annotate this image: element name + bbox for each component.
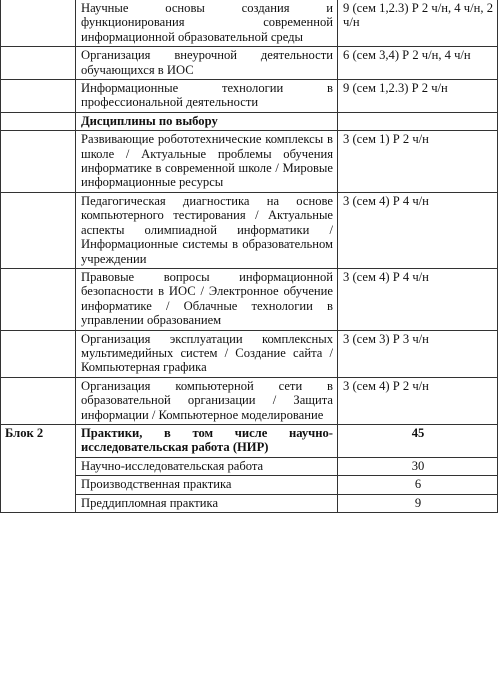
practice-credits: 30 [338, 457, 498, 475]
table-row [1, 192, 498, 268]
block-cell [1, 112, 76, 130]
block-cell [1, 47, 76, 80]
discipline-credits: 9 (сем 1,2.3) Р 2 ч/н [338, 80, 498, 113]
discipline-name: Правовые вопросы информационной безопасности в ИОС / Электронное обучение информатике / Облачные технологии в управлении образованием [76, 268, 338, 330]
discipline-name: Научные основы создания и функционирования современной информационной образовательной среды [76, 0, 338, 47]
practice-credits: 9 [338, 494, 498, 512]
table-row [1, 457, 498, 475]
discipline-credits: 3 (сем 4) Р 4 ч/н [338, 192, 498, 268]
discipline-credits [338, 112, 498, 130]
practice-credits: 6 [338, 476, 498, 494]
table-row [1, 377, 498, 424]
discipline-name: Организация внеурочной деятельности обучающихся в ИОС [76, 47, 338, 80]
block-cell [1, 268, 76, 330]
block-label: Блок 2 [1, 424, 76, 512]
practice-name: Производственная практика [76, 476, 338, 494]
block-cell [1, 80, 76, 113]
discipline-credits: 3 (сем 3) Р 3 ч/н [338, 330, 498, 377]
discipline-name: Педагогическая диагностика на основе компьютерного тестирования / Актуальные аспекты олимпиадной информатики / Информационные системы в образовательном учреждении [76, 192, 338, 268]
discipline-name: Развивающие робототехнические комплексы в школе / Актуальные проблемы обучения информатике в современной школе / Мировые информационные ресурсы [76, 131, 338, 193]
discipline-credits: 3 (сем 4) Р 4 ч/н [338, 268, 498, 330]
block-total: 45 [338, 424, 498, 457]
table-row [1, 131, 498, 193]
block-cell [1, 192, 76, 268]
discipline-name: Организация эксплуатации комплексных мультимедийных систем / Создание сайта / Компьютерная графика [76, 330, 338, 377]
discipline-credits: 9 (сем 1,2.3) Р 2 ч/н, 4 ч/н, 2 ч/н [338, 0, 498, 47]
table-row [1, 494, 498, 512]
table-row [1, 476, 498, 494]
discipline-name: Информационные технологии в профессиональной деятельности [76, 80, 338, 113]
practice-name: Преддипломная практика [76, 494, 338, 512]
table-row [1, 112, 498, 130]
discipline-credits: 3 (сем 4) Р 2 ч/н [338, 377, 498, 424]
section-heading: Дисциплины по выбору [76, 112, 338, 130]
block-cell [1, 330, 76, 377]
block-title: Практики, в том числе научно-исследовательская работа (НИР) [76, 424, 338, 457]
block-cell [1, 377, 76, 424]
practice-name: Научно-исследовательская работа [76, 457, 338, 475]
table-row [1, 47, 498, 80]
discipline-name: Организация компьютерной сети в образовательной организации / Защита информации / Компьютерное моделирование [76, 377, 338, 424]
block-cell [1, 0, 76, 47]
block-cell [1, 131, 76, 193]
table-row [1, 80, 498, 113]
table-row [1, 0, 498, 47]
discipline-credits: 3 (сем 1) Р 2 ч/н [338, 131, 498, 193]
table-row [1, 424, 498, 457]
table-row [1, 330, 498, 377]
table-row [1, 268, 498, 330]
discipline-credits: 6 (сем 3,4) Р 2 ч/н, 4 ч/н [338, 47, 498, 80]
